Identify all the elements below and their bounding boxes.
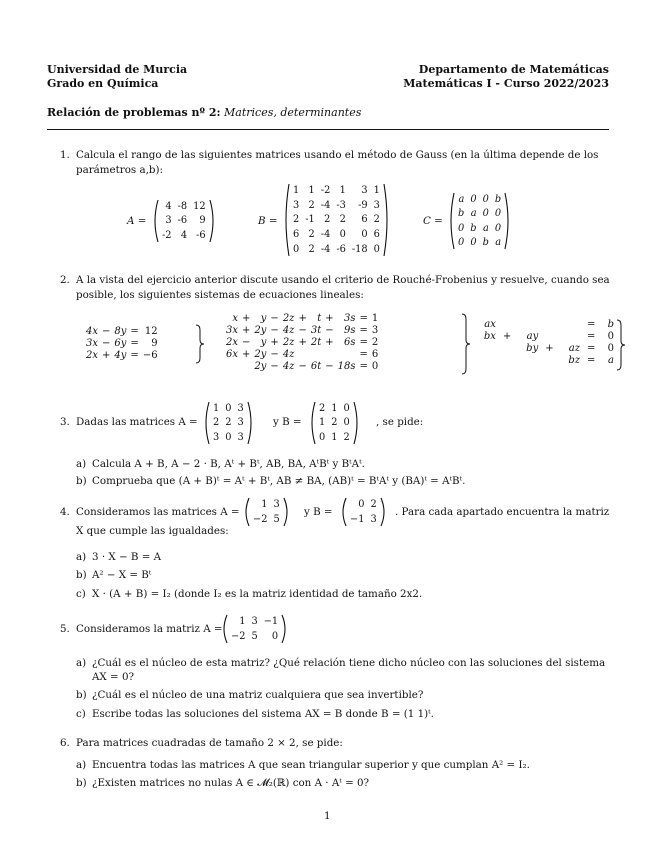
right-paren [283,497,290,527]
equation-term: 4x [86,326,99,337]
equation-term: = [359,349,368,360]
equation-term: 2y [254,349,267,360]
equation-term: + [298,313,307,324]
matrix-cell: 0 [494,222,502,234]
left-paren [309,401,316,445]
matrix-cell: b [470,222,477,234]
matrix-cell: 3 [361,184,368,196]
equation-term: 1 [371,313,379,324]
equation-term: − [102,326,111,337]
left-paren [152,199,159,243]
matrix-cell: -6 [177,215,188,227]
problem-3-intro: Dadas las matrices A = [76,416,198,428]
problem-4c-text: X · (A + B) = I₂ (donde I₂ es la matriz identidad de tamaño 2x2. [92,588,423,600]
equation-term [474,355,498,367]
equation-term: 2z [282,313,295,324]
equation-term: a [608,355,614,366]
matrix-cell: 3 [370,514,377,525]
problem-5-number: 5. [60,623,70,635]
equation-term: = [587,319,596,330]
matrix-p3-a [203,401,254,445]
matrix-cell: 1 [331,402,338,414]
equation-term: + [242,325,251,336]
matrix-a [152,199,216,243]
problem-3-and: y B = [273,416,302,428]
matrix-a-label: A = [127,215,147,227]
equation-term: y [260,313,267,324]
equation-term: 3s [343,313,356,324]
equation-term: 2t [310,337,322,348]
matrix-cell: −1 [350,514,365,525]
right-paren [353,401,360,445]
equation-term: 2z [282,337,295,348]
university-name: Universidad de Murcia [47,63,188,76]
problem-2-number: 2. [60,274,70,286]
matrix-cell: b [482,237,489,249]
matrix-cell: -9 [358,199,368,211]
sheet-title-bold: Relación de problemas nº 2: [47,106,221,119]
equation-term: 3 [371,325,379,336]
equation-term [309,349,323,361]
problem-5a-label: a) [76,657,87,669]
matrix-cell: 0 [470,237,477,249]
equation-term: 2y [254,325,267,336]
matrix-cell: 2 [308,244,315,256]
equation-term: 2x [226,337,239,348]
matrix-cell: 2 [225,417,232,429]
left-paren [243,497,250,527]
matrix-c-label: C = [423,215,443,227]
equation-term [296,349,308,361]
matrix-cell: 3 [237,402,244,414]
matrix-cell: 4 [165,200,172,212]
right-paren [247,401,254,445]
equation-term: 6 [371,349,379,360]
problem-6b-text: ¿Existen matrices no nulas A ∈ 𝓜₂(ℝ) con A · Aᵗ = 0? [92,777,370,789]
equation-term: 2 [371,337,379,348]
problem-4a-text: 3 · X − B = A [92,551,162,563]
equation-term: b [607,319,614,330]
problem-4b-label: b) [76,569,87,581]
sheet-title [47,106,361,119]
equation-term: 4z [282,325,295,336]
right-paren [504,192,511,250]
problem-1-line2: parámetros a,b): [76,164,163,176]
matrix-cell: 2 [324,214,331,226]
matrix-cell: 0 [482,208,489,220]
matrix-cell: 0 [373,244,380,256]
system-1-brace [195,324,205,364]
matrix-cell: 3 [237,417,244,429]
problem-2-line1: A la vista del ejercicio anterior discute usando el criterio de Rouché-Frobenius y resuelve, cuando sea [76,274,610,286]
equation-term: az [568,343,580,354]
matrix-cell: 2 [213,417,220,429]
equation-term: x [232,313,239,324]
matrix-cell: 5 [273,514,280,525]
matrix-cell: −2 [231,631,246,642]
equation-term: = [130,338,139,349]
equation-term: = [587,355,596,366]
problem-5c-label: c) [76,708,86,720]
system-2 [224,313,380,373]
system-1 [84,326,160,362]
equation-term [559,319,582,331]
degree-name: Grado en Química [47,77,159,90]
equation-term: 6s [343,337,356,348]
matrix-cell: 1 [319,417,326,429]
matrix-p5-a [221,614,288,644]
course-name: Matemáticas I - Curso 2022/2023 [403,77,609,90]
equation-term: + [270,337,279,348]
equation-term [323,349,335,361]
equation-term: 9s [343,325,356,336]
problem-4a-label: a) [76,551,87,563]
equation-term: 3t [310,325,322,336]
problem-5b-text: ¿Cuál es el núcleo de una matriz cualquiera que sea invertible? [92,689,424,701]
matrix-cell: 0 [458,222,465,234]
matrix-cell: 3 [251,616,258,627]
problem-3a-label: a) [76,458,87,470]
equation-term: − [298,325,307,336]
equation-term: − [325,325,334,336]
matrix-c [448,192,511,250]
equation-term: + [242,313,251,324]
equation-term: 3x [226,325,239,336]
matrix-p4-b [340,497,387,527]
equation-term: 18s [337,361,356,372]
problem-5c-text: Escribe todas las soluciones del sistema AX = B donde B = (1 1)ᵗ. [92,708,434,720]
equation-term [498,355,516,367]
equation-term: y [260,337,267,348]
matrix-cell: 1 [261,499,268,510]
left-paren [340,497,347,527]
matrix-cell: 4 [180,230,188,242]
equation-term [516,355,540,367]
problem-3-number: 3. [60,416,70,428]
problem-3-end: , se pide: [376,416,424,428]
equation-term: + [545,343,554,354]
equation-term [498,319,516,331]
equation-term: + [325,313,334,324]
matrix-cell: −1 [263,616,279,627]
right-paren [383,183,390,257]
matrix-cell: 0 [225,432,232,444]
equation-term: 12 [144,326,158,337]
matrix-cell: a [483,222,489,234]
equation-term: 3x [86,338,99,349]
matrix-cell: 6 [293,229,300,241]
matrix-cell: 6 [373,229,380,241]
equation-term: 8y [114,326,127,337]
problem-6-number: 6. [60,737,70,749]
matrix-cell: 2 [331,417,338,429]
equation-term: + [102,350,111,361]
equation-term: − [325,361,334,372]
left-paren [221,614,228,644]
problem-4-and: y B = [304,506,333,518]
page-number: 1 [324,810,331,822]
sheet-title-italic: Matrices, determinantes [224,106,362,119]
equation-term: = [587,343,596,354]
matrix-cell: b [458,208,465,220]
matrix-cell: 0 [482,193,489,205]
equation-term: 2x [86,350,99,361]
matrix-cell: 3 [165,215,172,227]
system-3-brace [616,319,626,371]
equation-term [240,361,252,373]
matrix-cell: 1 [293,184,300,196]
matrix-cell: 0 [494,208,502,220]
matrix-cell: 0 [339,229,346,241]
equation-term: = [359,337,368,348]
equation-term: − [270,361,279,372]
matrix-cell: 2 [343,432,350,444]
problem-4-rest: . Para cada apartado encuentra la matriz [395,506,610,518]
equation-term: − [298,361,307,372]
equation-term: + [242,349,251,360]
system-3 [474,319,616,367]
right-paren [281,614,288,644]
equation-term: −6 [142,350,158,361]
equation-term: + [325,337,334,348]
problem-5a-line2: AX = 0? [92,671,135,683]
equation-term: = [359,313,368,324]
matrix-cell: 0 [319,432,326,444]
matrix-cell: 1 [339,184,346,196]
problem-4-number: 4. [60,506,70,518]
equation-term: = [359,361,368,372]
matrix-cell: a [458,193,465,205]
problem-6b-label: b) [76,777,87,789]
equation-term [498,343,516,355]
matrix-cell: 2 [293,214,300,226]
matrix-cell: -2 [162,230,172,242]
matrix-cell: 1 [331,432,338,444]
matrix-cell: 0 [358,499,365,510]
matrix-cell: 2 [308,199,315,211]
matrix-cell: 0 [225,402,232,414]
matrix-cell: 3 [237,432,244,444]
problem-3b-text: Comprueba que (A + B)ᵗ = Aᵗ + Bᵗ, AB ≠ BA, (AB)ᵗ = BᵗAᵗ y (BA)ᵗ = AᵗBᵗ. [92,475,466,487]
matrix-cell: 5 [251,631,258,642]
equation-term [516,319,540,331]
equation-term [224,361,240,373]
matrix-cell: 3 [213,432,220,444]
equation-term: bx [483,331,496,342]
matrix-cell: -1 [305,214,315,226]
equation-term: 6t [310,361,322,372]
matrix-cell: 0 [470,193,477,205]
matrix-p4-a [243,497,290,527]
matrix-cell: -4 [320,229,331,241]
problem-4b-text: A² − X = Bᵗ [92,569,152,581]
matrix-cell: -2 [320,184,331,196]
left-paren [203,401,210,445]
matrix-cell: 6 [361,214,368,226]
equation-term [559,331,582,343]
equation-term: = [359,325,368,336]
matrix-cell: 3 [293,199,300,211]
matrix-cell: -4 [320,199,331,211]
equation-term: 6x [226,349,239,360]
equation-term: = [587,331,596,342]
problem-5a-line1: ¿Cuál es el núcleo de esta matriz? ¿Qué relación tiene dicho núcleo con las soluciones del sistema [92,657,606,669]
matrix-cell: 2 [319,402,326,414]
matrix-cell: -8 [177,200,188,212]
header-rule [47,129,609,130]
equation-term: − [270,349,279,360]
equation-term: ay [526,331,539,342]
matrix-b-label: B = [258,215,278,227]
equation-term: − [242,337,251,348]
department-name: Departamento de Matemáticas [418,63,609,76]
problem-4-intro: Consideramos las matrices A = [76,506,240,518]
equation-term: − [270,313,279,324]
problem-5b-label: b) [76,689,87,701]
problem-6-intro: Para matrices cuadradas de tamaño 2 × 2, se pide: [76,737,343,749]
matrix-cell: 12 [193,200,206,212]
matrix-cell: 2 [370,499,377,510]
equation-term: = [130,350,139,361]
problem-1-line1: Calcula el rango de las siguientes matrices usando el método de Gauss (en la última depende de los [76,149,599,161]
left-paren [448,192,455,250]
matrix-cell: 1 [239,616,246,627]
equation-term [474,343,498,355]
equation-term: 2y [254,361,267,372]
equation-term: 9 [151,338,158,349]
equation-term: 4y [114,350,127,361]
equation-term: + [502,331,512,342]
problem-5-intro: Consideramos la matriz A = [76,623,223,635]
matrix-cell: -6 [336,244,346,256]
problem-2-line2: posible, los siguientes sistemas de ecuaciones lineales: [76,289,364,301]
matrix-cell: 2 [373,214,380,226]
equation-term: 4z [282,349,295,360]
matrix-cell: 0 [343,417,350,429]
matrix-cell: 2 [308,229,315,241]
equation-term: 4z [282,361,295,372]
equation-term: + [298,337,307,348]
matrix-cell: 1 [213,402,220,414]
matrix-cell: a [495,237,502,249]
matrix-cell: -3 [336,199,346,211]
problem-3b-label: b) [76,475,87,487]
matrix-cell: −2 [253,514,268,525]
matrix-cell: b [494,193,502,205]
right-paren [209,199,216,243]
equation-term: − [102,338,111,349]
matrix-cell: 1 [373,184,380,196]
matrix-cell: a [470,208,477,220]
matrix-cell: 0 [271,631,279,642]
problem-6a-label: a) [76,759,87,771]
equation-term: t [317,313,322,324]
matrix-cell: -6 [196,230,206,242]
problem-6a-text: Encuentra todas las matrices A que sean triangular superior y que cumplan A² = I₂. [92,759,530,771]
matrix-cell: 2 [339,214,346,226]
problem-4c-label: c) [76,588,86,600]
equation-term: 0 [371,361,379,372]
matrix-cell: 0 [458,237,465,249]
matrix-cell: 0 [293,244,300,256]
matrix-cell: 9 [199,215,206,227]
equation-term: ax [484,319,496,330]
matrix-cell: 1 [308,184,315,196]
equation-term [540,355,558,367]
system-2-brace [461,313,471,375]
matrix-cell: 3 [373,199,380,211]
left-paren [283,183,290,257]
matrix-b [283,183,390,257]
equation-term [540,319,558,331]
problem-1-number: 1. [60,149,70,161]
matrix-cell: 0 [361,229,368,241]
right-paren [380,497,387,527]
equation-term: bz [568,355,580,366]
problem-4-line2: X que cumple las igualdades: [76,525,229,537]
equation-term [540,331,558,343]
problem-3a-text: Calcula A + B, A − 2 · B, Aᵗ + Bᵗ, AB, BA, AᵗBᵗ y BᵗAᵗ. [92,458,365,470]
matrix-cell: -4 [320,244,331,256]
matrix-cell: -18 [351,244,368,256]
matrix-cell: 3 [273,499,280,510]
matrix-p3-b [309,401,360,445]
equation-term: 0 [607,331,614,342]
equation-term [336,349,358,361]
equation-term: − [270,325,279,336]
equation-term: = [130,326,139,337]
equation-term: by [526,343,539,354]
equation-term: 0 [607,343,614,354]
equation-term: 6y [114,338,127,349]
matrix-cell: 0 [343,402,350,414]
